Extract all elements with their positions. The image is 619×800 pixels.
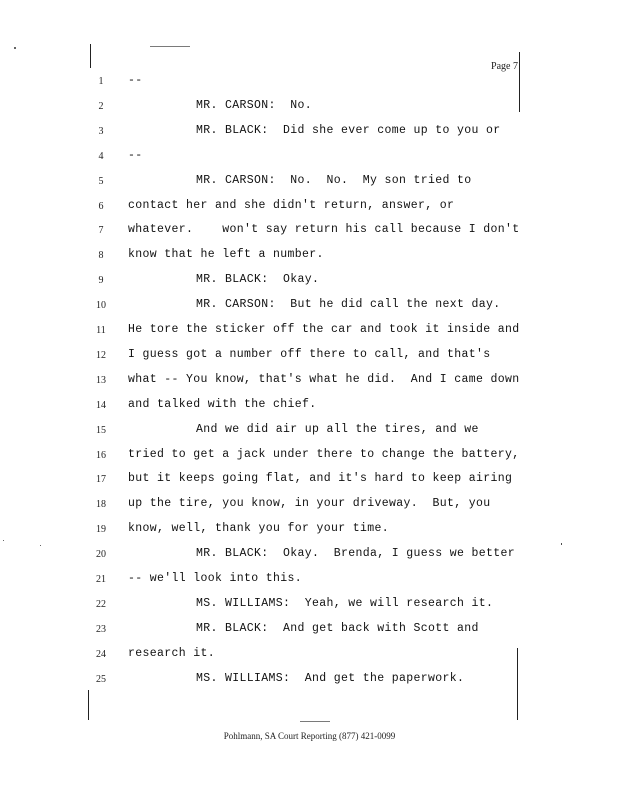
line-number: 25 [96,673,106,685]
line-number: 19 [96,524,106,536]
transcript-line [0,223,619,243]
transcript-line [0,622,619,642]
line-text: -- [128,148,143,162]
line-text: MR. CARSON: No. No. My son tried to [196,173,472,187]
transcript-line [0,348,619,368]
line-number: 9 [98,275,104,287]
scan-speck [14,47,16,49]
line-number: 4 [98,150,104,162]
line-number: 13 [96,374,106,386]
line-number: 6 [98,200,104,212]
line-text: what -- You know, that's what he did. And I came down [128,372,520,386]
scan-speck [40,545,41,546]
line-number: 21 [96,574,106,585]
transcript-line [0,373,619,393]
transcript-line [0,174,619,194]
line-text: up the tire, you know, in your driveway. But, you [128,497,491,511]
line-number: 5 [98,175,104,187]
transcript-line [0,423,619,443]
line-number: 24 [96,648,106,660]
line-text: know that he left a number. [128,248,324,262]
bottom-rule [300,721,330,722]
line-text: I guess got a number off there to call, and that's [128,347,491,361]
transcript-line [0,298,619,318]
line-text: and talked with the chief. [128,397,317,411]
line-text: MR. BLACK: Did she ever come up to you or [196,123,501,137]
top-rule [150,46,190,47]
line-number: 16 [96,449,106,461]
line-text: know, well, thank you for your time. [128,522,390,536]
line-text: MR. BLACK: Okay. [196,273,320,287]
line-number: 22 [96,598,106,610]
transcript-line [0,597,619,617]
transcript-line [0,472,619,492]
line-number: 1 [98,76,104,87]
line-number: 7 [98,225,104,237]
transcript-line [0,199,619,219]
transcript-line [0,323,619,343]
transcript-line [0,273,619,293]
line-number: 23 [96,623,106,635]
line-text: MR. BLACK: And get back with Scott and [196,621,479,635]
line-text: -- we'll look into this. [128,572,303,585]
line-number: 3 [98,125,104,137]
transcript-line [0,647,619,667]
transcript-line [0,522,619,542]
line-number: 12 [96,349,106,361]
scan-speck [561,543,562,545]
line-number: 8 [98,250,104,262]
line-number: 18 [96,499,106,511]
line-number: 17 [96,474,106,486]
line-number: 11 [96,325,106,336]
scan-speck [3,540,4,541]
line-number: 2 [98,100,104,112]
line-text: MS. WILLIAMS: And get the paperwork. [196,671,465,685]
line-text: MS. WILLIAMS: Yeah, we will research it. [196,596,494,610]
line-number: 15 [96,424,106,436]
line-text: MR. CARSON: No. [196,98,313,112]
transcript-line [0,572,619,592]
transcript-line [0,448,619,468]
line-text: but it keeps going flat, and it's hard to keep airing [128,472,513,486]
line-number: 10 [96,300,106,312]
line-text: contact her and she didn't return, answer, or [128,198,455,212]
line-text: -- [128,74,143,87]
line-number: 20 [96,549,106,561]
line-text: tried to get a jack under there to change the battery, [128,447,520,461]
transcript-line [0,124,619,144]
transcript-line [0,398,619,418]
footer-reporter: Pohlmann, SA Court Reporting (877) 421-0099 [223,731,396,741]
line-text: And we did air up all the tires, and we [196,422,479,436]
transcript-line [0,672,619,692]
line-text: He tore the sticker off the car and took it inside and [128,323,520,336]
left-margin-rule-lower [88,690,89,720]
line-text: MR. BLACK: Okay. Brenda, I guess we better [196,547,516,561]
page-number: Page 7 [491,61,518,72]
transcript-line [0,149,619,169]
line-number: 14 [96,399,106,411]
transcript-line [0,497,619,517]
line-text: whatever. won't say return his call because I don't [128,223,520,237]
transcript-line [0,74,619,94]
left-margin-rule [90,44,91,68]
transcript-line [0,248,619,268]
line-text: research it. [128,646,216,660]
line-text: MR. CARSON: But he did call the next day. [196,298,501,312]
transcript-line [0,547,619,567]
transcript-line [0,99,619,119]
